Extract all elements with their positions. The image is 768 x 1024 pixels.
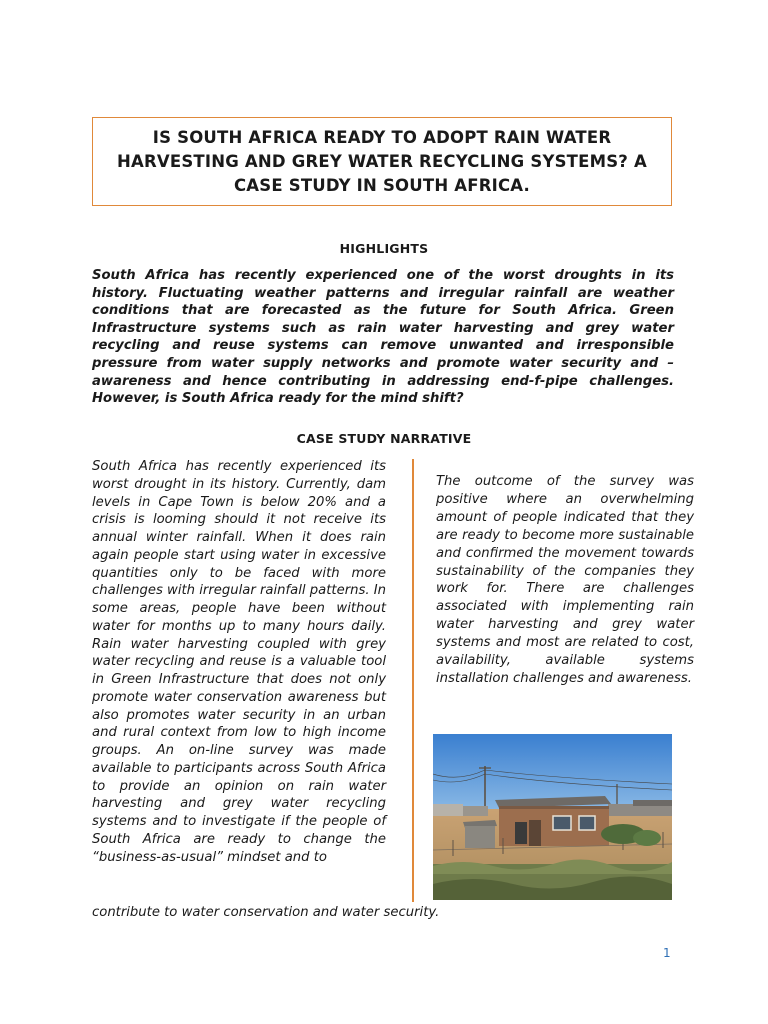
document-title: IS SOUTH AFRICA READY TO ADOPT RAIN WATER HARVESTING AND GREY WATER RECYCLING SYSTEMS? A CASE STUDY IN SOUTH AFRICA.	[117, 127, 647, 195]
highlights-text: South Africa has recently experienced one of the worst droughts in its history. Fluctuating weather patterns and irregular rainfall are weather conditions that are forecasted as the future for South Africa. Green Infrastructure systems such as rain water harvesting and grey water recycling and reuse systems can remove unwanted and irresponsible pressure from water supply networks and promote water security and – awareness and hence contributing in addressing end-f-pipe challenges. However, is South Africa ready for the mind shift?	[92, 268, 674, 407]
house-photo	[433, 734, 672, 900]
highlights-heading: HIGHLIGHTS	[339, 241, 429, 256]
narrative-heading: CASE STUDY NARRATIVE	[296, 431, 472, 446]
narrative-left-column-last-line: contribute to water conservation and water security.	[92, 905, 440, 920]
column-divider	[412, 459, 414, 902]
title-box	[92, 117, 672, 206]
page-number: 1	[663, 946, 671, 960]
narrative-right-column: The outcome of the survey was positive where an overwhelming amount of people indicated that they are ready to become more sustainable and confirmed the movement towards sustainability of the companies they work for. There are challenges associated with implementing rain water harvesting and grey water systems and most are related to cost, availability, available systems installation challenges and awareness.	[436, 474, 694, 686]
narrative-left-column: South Africa has recently experienced its worst drought in its history. Currently, dam levels in Cape Town is below 20% and a crisis is looming should it not receive its annual winter rainfall. When it does rain again people start using water in excessive quantities only to be faced with more challenges with irregular rainfall patterns. In some areas, people have been without water for months up to many hours daily. Rain water harvesting coupled with grey water recycling and reuse is a valuable tool in Green Infrastructure that does not only promote water conservation awareness but also promotes water security in an urban and rural context from low to high income groups. An on-line survey was made available to participants across South Africa to provide an opinion on rain water harvesting and grey water recycling systems and to investigate if the people of South Africa are ready to change the “business-as-usual” mindset and to	[92, 459, 386, 865]
